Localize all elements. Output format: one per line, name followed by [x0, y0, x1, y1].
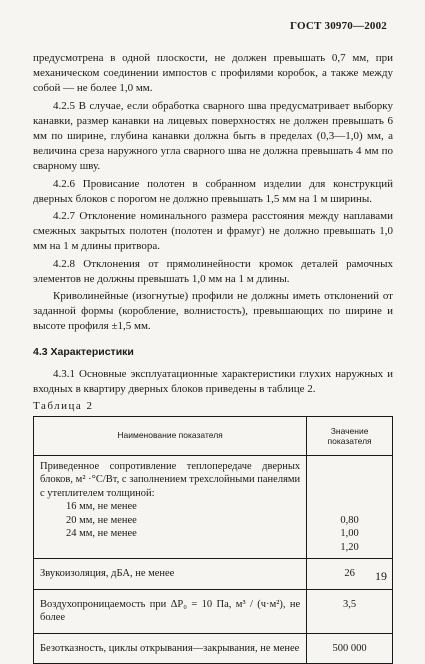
table-row — [34, 559, 393, 590]
row-label: Приведенное сопротивление теплопередаче дверных блоков, м² ·°С/Вт, с заполнением трехслойными панелями с утеплителем толщиной: — [40, 460, 301, 499]
table-row — [34, 455, 393, 559]
sub-row-value: 0,80 — [340, 514, 359, 526]
row-label: Воздухопроницаемость при ΔP₀ = 10 Па, м³ / (ч·м²), не более — [34, 589, 307, 633]
table-row — [34, 633, 393, 664]
standard-number: ГОСТ 30970—2002 — [290, 20, 387, 32]
row-label: Безотказность, циклы открывания—закрывания, не менее — [34, 633, 307, 664]
table-row — [34, 589, 393, 633]
row-value: 500 000 — [307, 633, 393, 664]
section-title: 4.3 Характеристики — [33, 345, 134, 358]
paragraph: предусмотрена в одной плоскости, не должен превышать 0,7 мм, при механическом соединении импостов с профилями коробок, а также между собой — не более 1,0 мм. — [33, 52, 393, 95]
paragraph-4-2-8: 4.2.8 Отклонения от прямолинейности кромок деталей рамочных элементов не должны превышать 1,0 мм на 1 м длины. — [33, 257, 393, 285]
row-thermal-resistance-label — [34, 455, 307, 559]
table-caption: Таблица 2 — [33, 400, 94, 413]
header-value: Значение показателя — [307, 417, 393, 456]
row-value: 3,5 — [307, 589, 393, 633]
row-thermal-resistance-values — [307, 455, 393, 559]
sub-row-value: 1,00 — [340, 528, 359, 540]
header-name: Наименование показателя — [34, 417, 307, 456]
table-header-row — [34, 417, 393, 456]
sub-row-label: 24 мм, не менее — [66, 528, 137, 540]
row-value: 26 — [307, 559, 393, 590]
page-number: 19 — [375, 569, 387, 583]
paragraph-4-2-7: 4.2.7 Отклонение номинального размера расстояния между наплавами смежных закрытых полотен (полотен и фрамуг) не должно превышать 1,0 мм на 1 м длины притвора. — [33, 210, 393, 253]
sub-row-value: 1,20 — [340, 541, 359, 553]
sub-row-label: 16 мм, не менее — [66, 501, 137, 513]
paragraph-4-3-1: 4.3.1 Основные эксплуатационные характеристики глухих наружных и входных в квартиру дверных блоков приведены в таблице 2. — [33, 367, 393, 396]
paragraph-curved-profiles: Криволинейные (изогнутые) профили не должны иметь отклонений от заданной формы (коробление, волнистость), превышающих по ширине и высоте профиля ±1,5 мм. — [33, 290, 393, 333]
paragraph-4-2-5: 4.2.5 В случае, если обработка сварного шва предусматривает выборку канавки, размер канавки на лицевых поверхностях не должен превышать 6 мм по ширине, глубина канавки должна быть в пределах (0,3—1,0) мм, а величина среза наружного угла сварного шва не должна превышать 4 мм по сварному шву. — [33, 99, 393, 173]
characteristics-table — [33, 416, 393, 664]
sub-row-label: 20 мм, не менее — [66, 514, 137, 526]
row-label: Звукоизоляция, дБА, не менее — [34, 559, 307, 590]
document-body — [33, 51, 393, 664]
paragraph-4-2-6: 4.2.6 Провисание полотен в собранном изделии для конструкций дверных блоков с порогом не должно превышать 1,5 мм на 1 м ширины. — [33, 177, 393, 205]
